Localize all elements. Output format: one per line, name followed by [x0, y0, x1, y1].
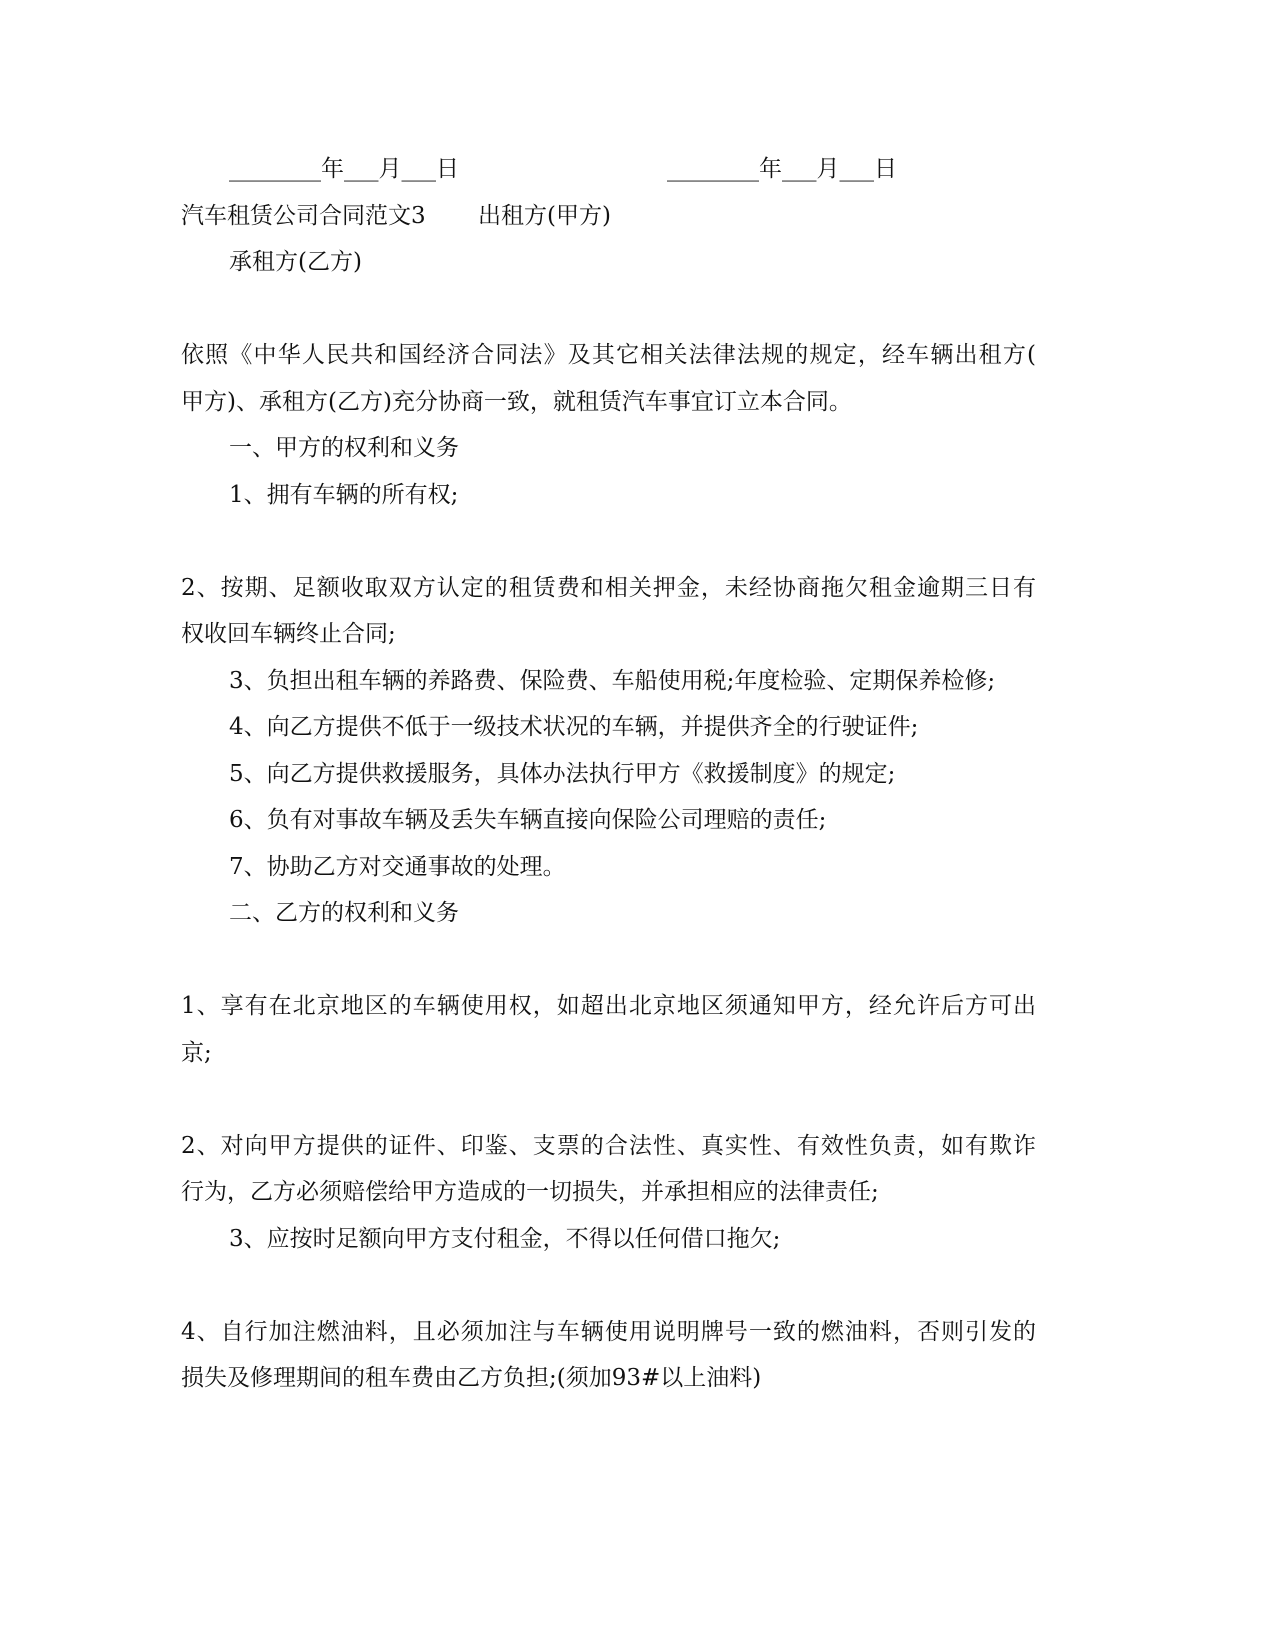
section-b-item-3: 3、应按时足额向甲方支付租金，不得以任何借口拖欠;	[229, 1226, 781, 1252]
section-b-heading: 二、乙方的权利和义务	[229, 900, 459, 926]
section-a-item-2-line-1: 2、按期、足额收取双方认定的租赁费和相关押金，未经协商拖欠租金逾期三日有	[181, 575, 1036, 601]
section-a-heading: 一、甲方的权利和义务	[229, 435, 459, 461]
section-a-item-2-line-2: 权收回车辆终止合同;	[181, 621, 396, 647]
section-a-item-1: 1、拥有车辆的所有权;	[229, 482, 459, 508]
section-b-item-2-line-2: 行为，乙方必须赔偿给甲方造成的一切损失，并承担相应的法律责任;	[181, 1179, 879, 1205]
section-a-item-3: 3、负担出租车辆的养路费、保险费、车船使用税;年度检验、定期保养检修;	[229, 668, 996, 694]
section-b-item-1-line-2: 京;	[181, 1040, 212, 1066]
section-a-item-5: 5、向乙方提供救援服务，具体办法执行甲方《救援制度》的规定;	[229, 761, 896, 787]
section-b-item-4-line-1: 4、自行加注燃油料，且必须加注与车辆使用说明牌号一致的燃油料，否则引发的	[181, 1319, 1036, 1345]
section-a-item-4: 4、向乙方提供不低于一级技术状况的车辆，并提供齐全的行驶证件;	[229, 714, 919, 740]
date-line-right: ________年___月___日	[667, 156, 897, 182]
document-title: 汽车租赁公司合同范文3	[181, 203, 426, 229]
section-b-item-4-line-2: 损失及修理期间的租车费由乙方负担;(须加93#以上油料)	[181, 1365, 762, 1391]
section-a-item-7: 7、协助乙方对交通事故的处理。	[229, 854, 566, 880]
date-line-left: ________年___月___日	[229, 156, 459, 182]
section-b-item-1-line-1: 1、享有在北京地区的车辆使用权，如超出北京地区须通知甲方，经允许后方可出	[181, 993, 1036, 1019]
section-b-item-2-line-1: 2、对向甲方提供的证件、印鉴、支票的合法性、真实性、有效性负责，如有欺诈	[181, 1133, 1036, 1159]
preamble-line-1: 依照《中华人民共和国经济合同法》及其它相关法律法规的规定，经车辆出租方(	[181, 342, 1036, 368]
lessor-label: 出租方(甲方)	[478, 203, 611, 229]
preamble-line-2: 甲方)、承租方(乙方)充分协商一致，就租赁汽车事宜订立本合同。	[181, 389, 852, 415]
lessee-label: 承租方(乙方)	[229, 249, 362, 275]
section-a-item-6: 6、负有对事故车辆及丢失车辆直接向保险公司理赔的责任;	[229, 807, 827, 833]
